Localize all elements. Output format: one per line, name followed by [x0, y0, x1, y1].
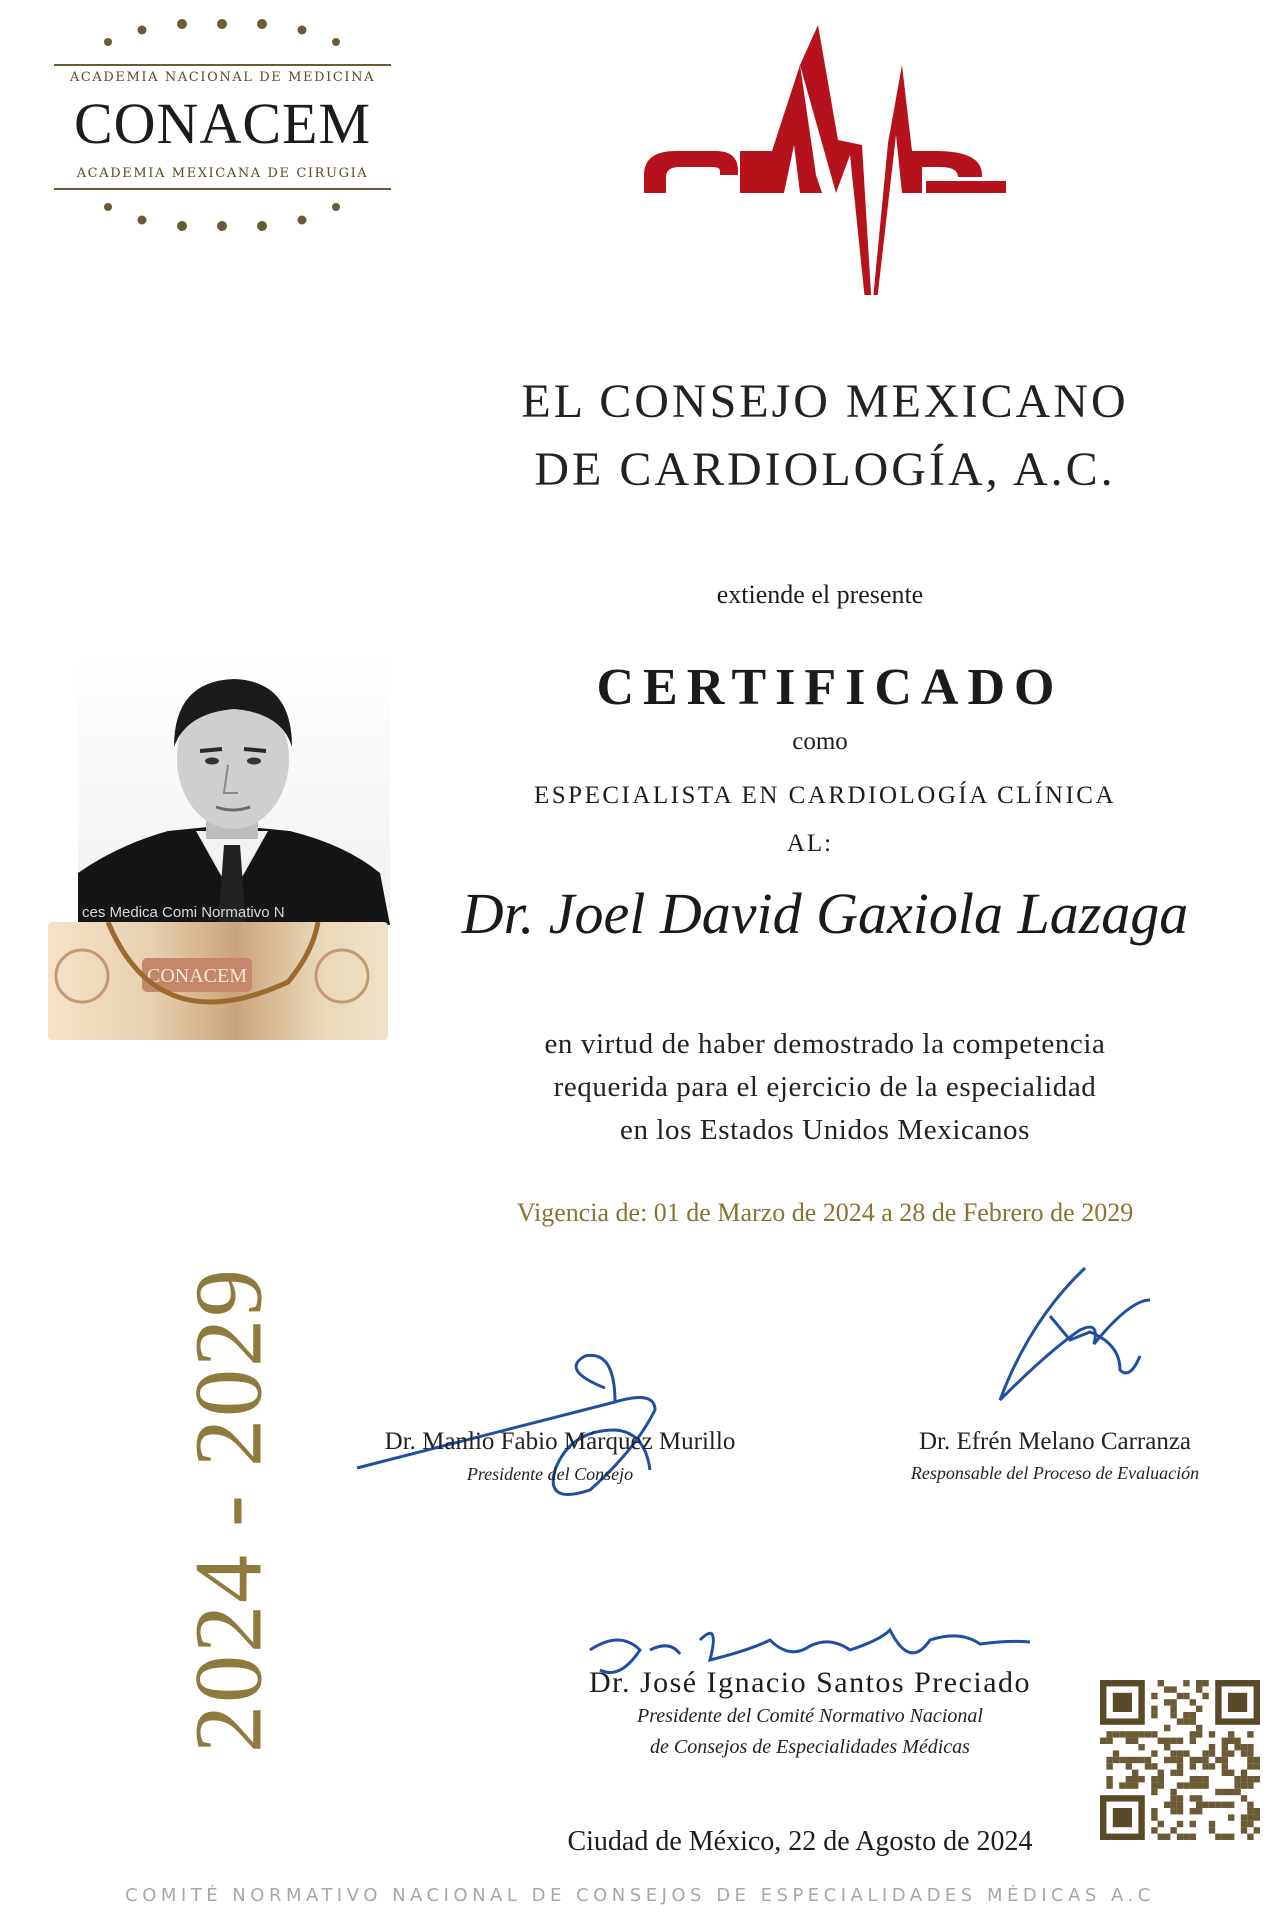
- signatory-2-role: Responsable del Proceso de Evaluación: [910, 1463, 1200, 1483]
- validity-text: Vigencia de: 01 de Marzo de 2024 a 28 de Febrero de 2029: [516, 1198, 1134, 1227]
- competence-line-2: requerida para el ejercicio de la especialidad: [553, 1071, 1097, 1103]
- competence-line-3: en los Estados Unidos Mexicanos: [619, 1114, 1031, 1146]
- hologram-sticker: [48, 922, 388, 1040]
- seal-bottom-text: ACADEMIA MEXICANA DE CIRUGIA: [76, 166, 369, 181]
- al-text: AL:: [786, 830, 834, 857]
- signatory-3-role-line1: Presidente del Comité Normativo Nacional: [637, 1705, 983, 1727]
- council-name-line1: EL CONSEJO MEXICANO: [521, 375, 1129, 428]
- holder-photo: [78, 655, 390, 925]
- validity-years: [145, 1250, 310, 1770]
- signatory-3-name: Dr. José Ignacio Santos Preciado: [588, 1666, 1032, 1699]
- signatory-1-role: Presidente del Consejo: [466, 1464, 634, 1484]
- hologram-strip-text: ces Medica Comi Normativo N: [82, 904, 285, 921]
- footer-band: COMITÉ NORMATIVO NACIONAL DE CONSEJOS DE ESPECIALIDADES MÉDICAS A.C: [125, 1885, 1155, 1906]
- place-date: Ciudad de México, 22 de Agosto de 2024: [567, 1826, 1033, 1857]
- recipient-name: Dr. Joel David Gaxiola Lazaga: [461, 881, 1189, 946]
- signatory-3-role-line2: de Consejos de Especialidades Médicas: [650, 1736, 970, 1758]
- council-name-line2: DE CARDIOLOGÍA, A.C.: [534, 443, 1116, 496]
- extends-text: extiende el presente: [716, 580, 924, 609]
- cmc-heartbeat-icon: [640, 25, 1010, 295]
- qr-code-icon: [1100, 1680, 1260, 1840]
- seal-rule-bottom: [54, 188, 391, 190]
- signatory-2-name: Dr. Efrén Melano Carranza: [918, 1428, 1192, 1455]
- hologram-seal-text: CONACEM: [146, 965, 248, 987]
- signatory-1-name: Dr. Manlio Fabio Márquez Murillo: [384, 1428, 736, 1455]
- seal-top-text: ACADEMIA NACIONAL DE MEDICINA: [69, 70, 376, 85]
- signature-2-scribble: [990, 1260, 1160, 1410]
- conacem-seal: [50, 12, 395, 242]
- seal-rule-top: [54, 64, 391, 66]
- validity-years-text: 2024 - 2029: [174, 1267, 281, 1753]
- specialty-text: ESPECIALISTA EN CARDIOLOGÍA CLÍNICA: [533, 782, 1117, 809]
- competence-line-1: en virtud de haber demostrado la competencia: [544, 1028, 1106, 1060]
- certificate-title: CERTIFICADO: [596, 659, 1064, 716]
- como-text: como: [792, 728, 848, 755]
- seal-name: CONACEM: [73, 91, 372, 156]
